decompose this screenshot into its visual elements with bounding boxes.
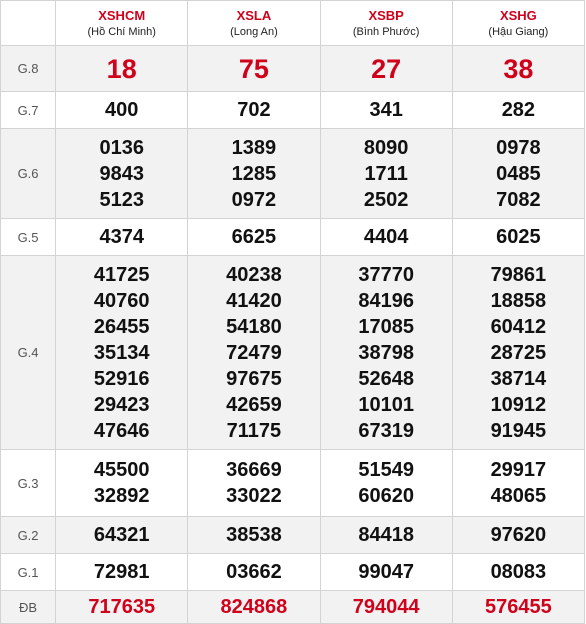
result-cell (320, 256, 452, 450)
result-number: 0978 (496, 136, 541, 159)
header-row (1, 1, 585, 46)
result-cell (56, 554, 188, 591)
result-number: 84418 (358, 524, 414, 546)
result-cell (320, 450, 452, 517)
result-number: 10101 (358, 393, 414, 416)
prize-row-special (1, 591, 585, 624)
result-cell (188, 591, 320, 624)
province-header[interactable] (452, 1, 584, 46)
result-cell (188, 92, 320, 129)
result-number: 4374 (99, 226, 144, 248)
result-number: 33022 (226, 485, 282, 507)
result-cell (452, 219, 584, 256)
prize-row-g8 (1, 46, 585, 92)
result-cell (188, 219, 320, 256)
result-number: 9843 (99, 162, 144, 185)
result-number: 91945 (490, 419, 547, 442)
result-number: 4404 (363, 226, 409, 248)
result-cell (320, 129, 452, 219)
result-cell (56, 92, 188, 129)
result-number: 52916 (93, 367, 150, 390)
result-cell (320, 46, 452, 92)
special-prize-number: 576455 (485, 596, 552, 618)
result-number: 41420 (226, 289, 282, 312)
province-header[interactable] (56, 1, 188, 46)
result-number: 0136 (99, 136, 144, 159)
prize-row-g5 (1, 219, 585, 256)
result-number: 6625 (231, 226, 277, 248)
prize-label: ĐB (1, 591, 56, 624)
result-cell (56, 219, 188, 256)
province-code[interactable]: XSBP (368, 7, 404, 23)
result-number: 26455 (93, 315, 150, 338)
special-prize-number: 717635 (88, 596, 156, 618)
prize-row-g2 (1, 517, 585, 554)
result-number: 51549 (358, 459, 414, 481)
result-number: 41725 (93, 263, 150, 286)
result-number: 5123 (99, 188, 144, 211)
result-number: 1389 (231, 136, 277, 159)
result-number: 60412 (490, 315, 547, 338)
result-cell (56, 256, 188, 450)
result-number: 7082 (496, 188, 541, 211)
prize-row-g6 (1, 129, 585, 219)
result-cell (188, 517, 320, 554)
result-cell (320, 92, 452, 129)
province-name: (Hồ Chí Minh) (87, 25, 156, 38)
result-number: 72981 (93, 561, 150, 583)
result-cell (452, 129, 584, 219)
result-number: 36669 (226, 459, 282, 481)
result-number: 71175 (226, 419, 282, 442)
prize-label: G.1 (1, 554, 56, 591)
result-number: 47646 (93, 419, 150, 442)
result-cell (56, 517, 188, 554)
result-number: 40238 (226, 263, 282, 286)
result-number: 1285 (231, 162, 277, 185)
special-prize-number: 824868 (220, 596, 288, 618)
prize-label: G.8 (1, 46, 56, 92)
result-number: 702 (237, 99, 271, 121)
result-cell (320, 517, 452, 554)
result-number: 54180 (226, 315, 282, 338)
header-corner-cell (1, 1, 56, 46)
prize-row-g4 (1, 256, 585, 450)
province-header[interactable] (320, 1, 452, 46)
result-number: 48065 (490, 485, 547, 507)
result-number: 35134 (93, 341, 150, 364)
result-number: 10912 (490, 393, 547, 416)
result-number: 37770 (358, 263, 414, 286)
result-cell (452, 591, 584, 624)
result-number: 32892 (93, 485, 150, 507)
province-name: (Hậu Giang) (488, 25, 549, 38)
result-cell (56, 129, 188, 219)
result-cell (320, 219, 452, 256)
prize-label: G.5 (1, 219, 56, 256)
result-number: 03662 (226, 561, 282, 583)
result-number: 6025 (496, 226, 541, 248)
result-number: 0972 (231, 188, 277, 211)
result-number: 97620 (490, 524, 547, 546)
prize-label: G.4 (1, 256, 56, 450)
province-header[interactable] (188, 1, 320, 46)
result-number: 2502 (363, 188, 409, 211)
result-cell (320, 554, 452, 591)
province-code[interactable]: XSHG (499, 7, 537, 23)
special-prize-number: 794044 (352, 596, 420, 618)
result-cell (56, 46, 188, 92)
result-number: 38538 (226, 524, 282, 546)
result-number: 341 (369, 99, 403, 121)
result-number: 52648 (358, 367, 414, 390)
result-number: 79861 (490, 263, 547, 286)
result-number: 400 (105, 99, 139, 121)
result-number: 38798 (358, 341, 414, 364)
result-cell (452, 46, 584, 92)
result-cell (188, 129, 320, 219)
prize-row-g1 (1, 554, 585, 591)
prize-label: G.7 (1, 92, 56, 129)
result-cell (188, 554, 320, 591)
result-cell (188, 256, 320, 450)
result-number: 08083 (490, 561, 547, 583)
result-number: 8090 (363, 136, 409, 159)
result-number: 1711 (364, 162, 408, 185)
result-number: 29917 (490, 459, 547, 481)
result-cell (188, 46, 320, 92)
result-number: 27 (371, 53, 402, 84)
result-number: 60620 (358, 485, 414, 507)
result-cell (452, 554, 584, 591)
prize-row-g7 (1, 92, 585, 129)
result-number: 28725 (490, 341, 547, 364)
result-cell (188, 450, 320, 517)
province-code[interactable]: XSHCM (98, 7, 146, 23)
result-number: 64321 (93, 524, 150, 546)
result-cell (320, 591, 452, 624)
result-number: 42659 (226, 393, 282, 416)
result-number: 97675 (226, 367, 282, 390)
province-code[interactable]: XSLA (236, 7, 272, 23)
result-number: 99047 (358, 561, 414, 583)
result-cell (452, 256, 584, 450)
prize-label: G.2 (1, 517, 56, 554)
result-number: 67319 (358, 419, 414, 442)
result-number: 40760 (93, 289, 150, 312)
result-number: 29423 (93, 393, 150, 416)
result-number: 75 (238, 53, 269, 84)
result-number: 38 (503, 53, 534, 84)
province-name: (Bình Phước) (352, 25, 420, 38)
result-cell (452, 92, 584, 129)
result-cell (452, 450, 584, 517)
result-cell (56, 591, 188, 624)
result-number: 84196 (358, 289, 414, 312)
result-number: 17085 (358, 315, 414, 338)
result-number: 72479 (226, 341, 282, 364)
result-number: 18858 (490, 289, 547, 312)
result-number: 282 (501, 99, 536, 121)
result-number: 45500 (93, 459, 150, 481)
prize-label: G.6 (1, 129, 56, 219)
result-cell (452, 517, 584, 554)
result-number: 38714 (490, 367, 547, 390)
prize-row-g3 (1, 450, 585, 517)
result-number: 18 (106, 53, 137, 84)
result-number: 0485 (496, 162, 541, 185)
province-name: (Long An) (230, 25, 278, 38)
prize-label: G.3 (1, 450, 56, 517)
result-cell (56, 450, 188, 517)
